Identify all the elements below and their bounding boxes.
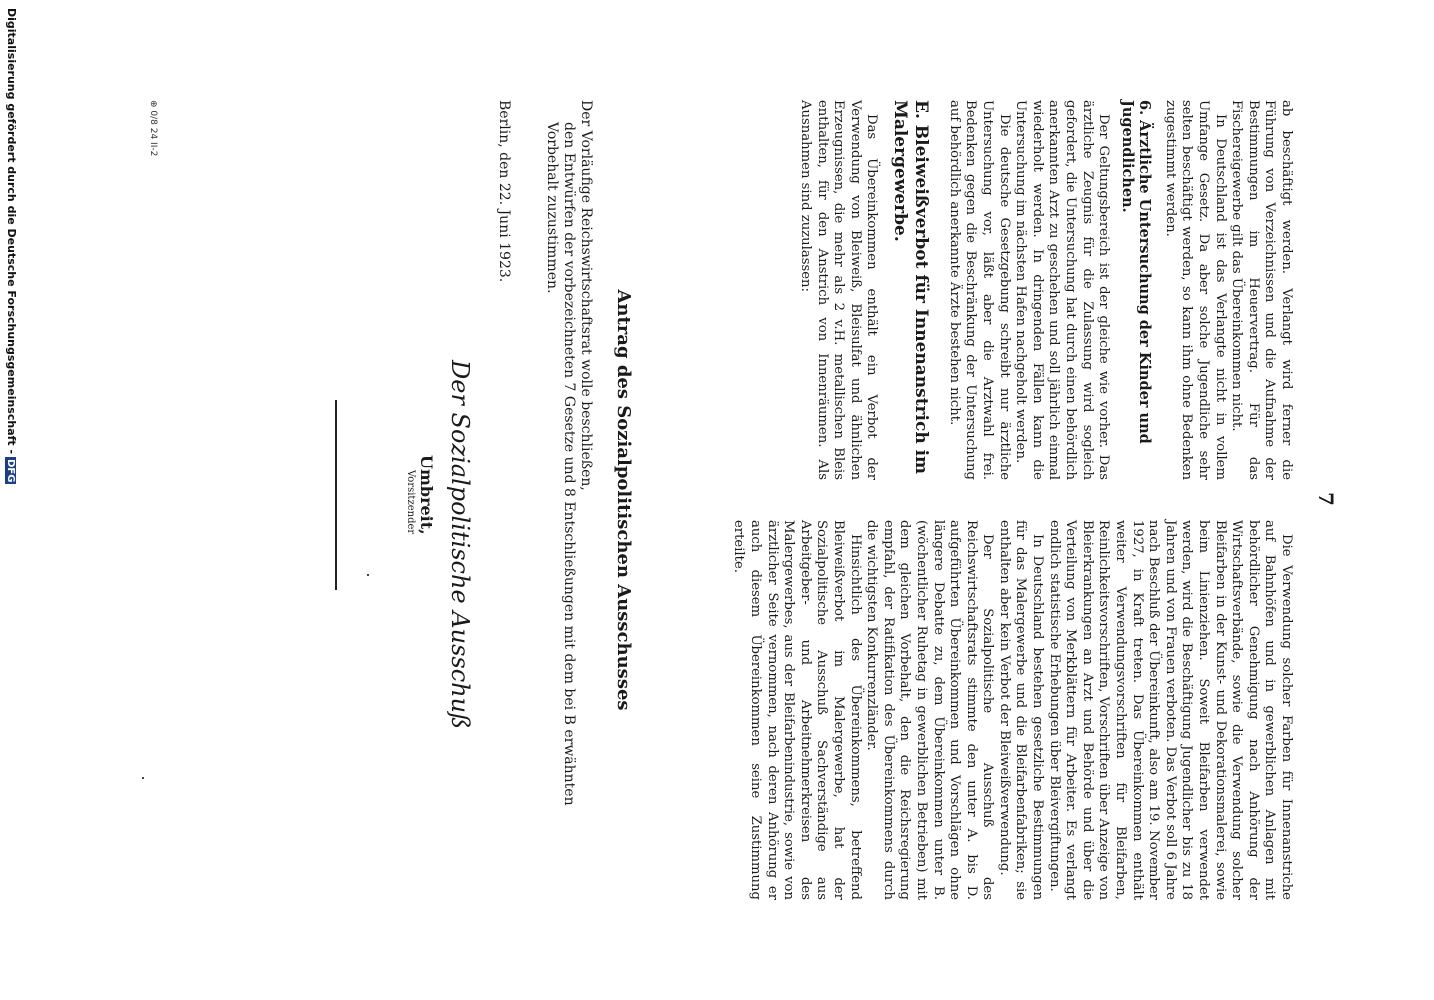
antrag-text [543, 100, 594, 860]
archive-stamp: ⊕ 0/8 24 II-2 [148, 100, 158, 157]
signer-role: Vorsitzender [405, 470, 416, 535]
paragraph: Das Übereinkommen enthält ein Verbot der Verwendung von Bleiweiß, Bleisulfat und ähnlichen Erzeugnissen, die mehr als 2 v.H. metallischen Bleis enthalten, für den Anstrich von Innenräumen. Als Ausnahmen sind zuzulassen: [797, 100, 880, 480]
date-line: Berlin, den 22. Juni 1923. [496, 100, 512, 283]
paragraph: In Deutschland ist das Verlangte nicht in vollem Umfange Gesetz. Da aber solche Jugendliche sehr selten beschäftigt werden, so kann ihm ohne Bedenken zugestimmt werden. [1162, 100, 1228, 480]
digitization-text: Digitalisierung gefördert durch die Deutsche Forschungsgemeinschaft - [5, 8, 18, 455]
section-heading: E. Bleiweißverbot für Innenanstrich im Malergewerbe. [890, 100, 932, 475]
section-heading: 6. Ärztliche Untersuchung der Kinder und Jugendlichen. [1119, 100, 1154, 444]
page-number: 7 [1314, 492, 1338, 506]
paragraph: Die Verwendung solcher Farben für Innenanstriche auf Bahnhöfen und in gewerblichen Anlagen mit behördlicher Genehmigung nach Anhörung der Wirtschaftsverbände, sowie die Verwendung solcher Bleifarben in der Kunst- und Dekorationsmalerei, sowie beim Linienziehen. Soweit Bleifarben verwendet werden, wird die Beschäftigung Jugendlicher bis zu 18 Jahren und von Frauen verboten. Das Verbot soll 6 Jahre nach Beschluß der Übereinkunft, also am 19. November 1927, in Kraft treten. Das Übereinkommen enthält weiter Verwendungsvorschriften für Bleifarben, Reinlichkeitsvorschriften, Vorschriften über Anzeige von Bleierkrankungen an Arzt und Behörde und über die Verteilung von Merkblättern für Arbeiter. Es verlangt endlich statistische Erhebungen über Bleivergiftungen. [1046, 520, 1294, 900]
paragraph: Der Geltungsbereich ist der gleiche wie vorher. Das ärztliche Zeugnis für die Zulassung wird sogleich gefordert, die Untersuchung hat durch einen behördlich anerkannten Arzt zu geschehen und soll jährlich einmal wiederholt werden. In dringenden Fällen kann die Untersuchung im nächsten Hafen nachgeholt werden. [1013, 100, 1112, 480]
signer-name: Umbreit, [417, 455, 436, 535]
paragraph: Der Sozialpolitische Ausschuß des Reichswirtschaftsrats stimmte den unter A. bis D. aufgeführten Übereinkommen und Vorschlägen ohne längere Debatte zu, dem Übereinkommen unter B. (wöchentlicher Ruhetag in gewerblichen Betrieben) mit dem gleichen Vorbehalt, den die Reichsregierung empfahl, der Ratifikation des Übereinkommens durch die wichtigsten Konkurrenzländer. [864, 520, 996, 900]
dot-mark [367, 574, 369, 576]
digitization-note [5, 8, 18, 484]
dfg-logo: DFG [5, 459, 16, 483]
paragraph: Die deutsche Gesetzgebung schreibt nur ärztliche Untersuchung vor, läßt aber die Arztwahl frei. Bedenken gegen die Beschränkung der Untersuchung auf behördlich anerkannte Ärzte bestehen nicht. [946, 100, 1012, 480]
separator-rule [335, 400, 337, 590]
dot-mark [142, 777, 144, 779]
paragraph: ab beschäftigt werden. Verlangt wird ferner die Führung von Verzeichnissen und die Aufnahme der Bestimmungen im Heuervertrag. Für das Fischereigewerbe gilt das Übereinkommen nicht. [1229, 100, 1294, 480]
resolution-line: den Entwürfen der vorbezeichneten 7 Gesetze und 8 Entschließungen mit dem bei B erwähnten Vorbehalt zuzustimmen. [544, 122, 577, 806]
resolution-line: Der Vorläufige Reichswirtschaftsrat wolle beschließen, [578, 100, 594, 491]
signature-org: Der Sozialpolitische Ausschuß [446, 360, 474, 730]
right-column [730, 520, 1294, 900]
paragraph: Hinsichtlich des Übereinkommens, betreffend Bleiweißverbot im Malergewerbe, hat der Sozialpolitische Ausschuß Sachverständige aus Arbeitgeber- und Arbeitnehmerkreisen des Malergewerbes, aus der Bleifarbenindustrie, sowie von ärztlicher Seite vernommen, nach deren Anhörung er auch diesem Übereinkommen seine Zustimmung erteilte. [731, 520, 863, 900]
antrag-heading: Antrag des Sozialpolitischen Ausschusses [613, 289, 634, 711]
left-column [796, 100, 1294, 480]
antrag-block [613, 100, 634, 900]
paragraph: In Deutschland bestehen gesetzliche Bestimmungen für das Malergewerbe und die Bleifarbenfabriken; sie enthalten aber kein Verbot der Bleiweißverwendung. [996, 520, 1046, 900]
antrag-date-block [495, 100, 512, 860]
